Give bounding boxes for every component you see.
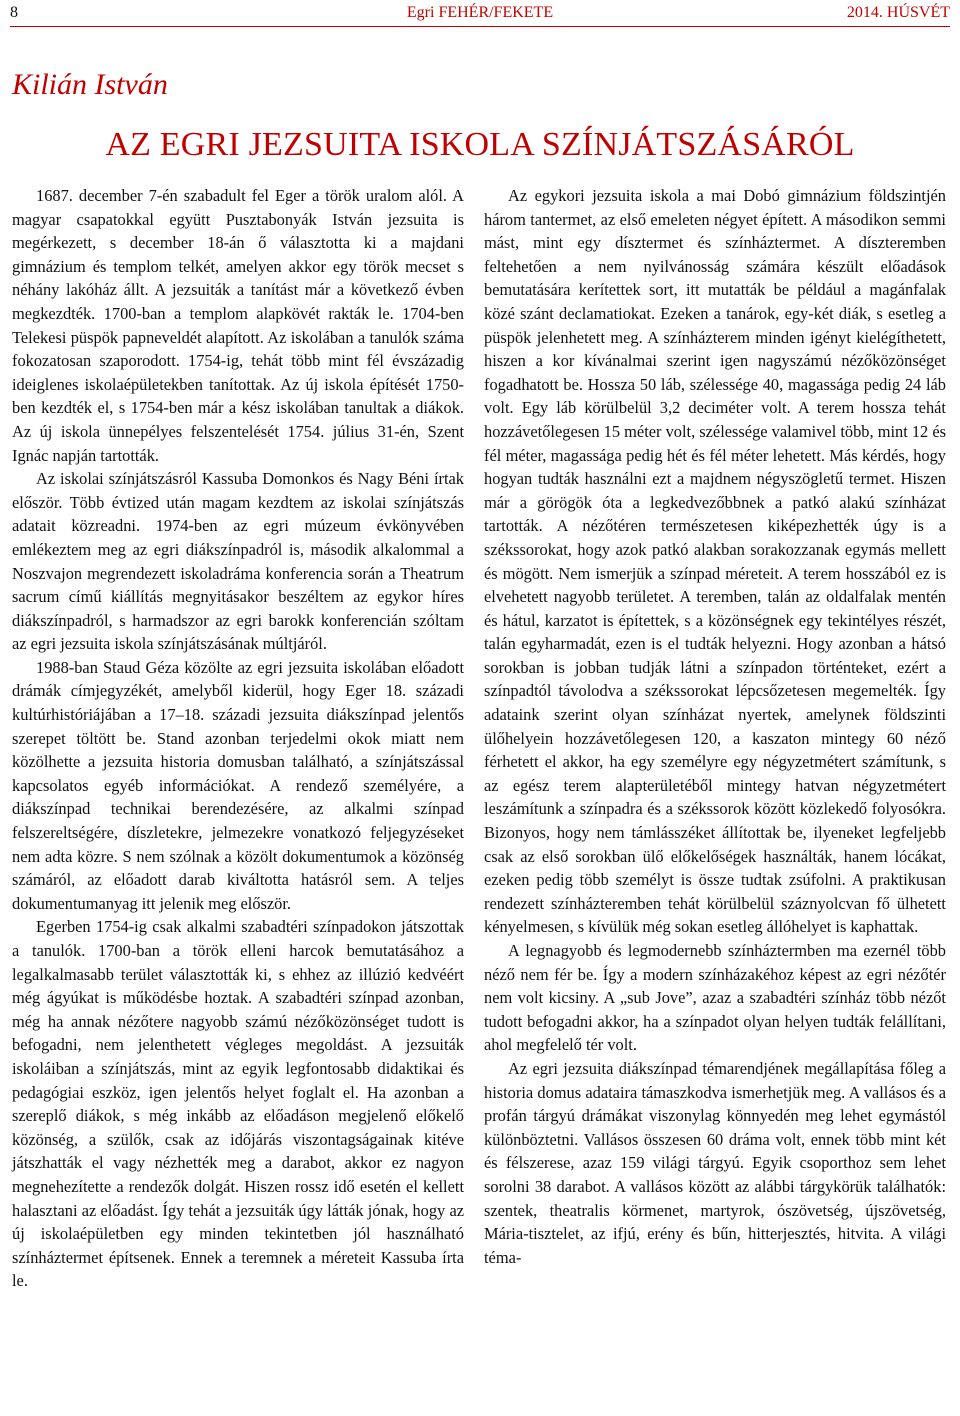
paragraph: 1988-ban Staud Géza közölte az egri jezsuita iskolában előadott drámák címjegyzékét, amelyből kiderül, hogy Eger 18. századi kultúrhistóriájában a 17–18. századi jezsuita diákszínpad jelentős szerepet töltött be. Stand azonban terjedelmi okok miatt nem közölhette a jezsuita historia domusban található, a színjátszással kapcsolatos egyéb információkat. A rendező személyére, a diákszínpad technikai berendezésére, az alkalmi színpad felszereltségére, díszletekre, jelmezekre vonatkozó feljegyzéseket nem adta közre. S nem szólnak a közölt dokumentumok a közönség számáról, az előadott darab kiváltotta hatásról sem. A teljes dokumentumanyag itt jelenik meg először. <box>12 657 464 913</box>
page-number: 8 <box>10 4 18 21</box>
paragraph: Az egri jezsuita diákszínpad témarendjének megállapítása főleg a historia domus adataira támaszkodva ismerhetjük meg. A vallásos és a profán tárgyú drámákat viszonylag könnyedén meg lehet egymástól különböztetni. Vallásos összesen 60 dráma volt, ennek több mint két és félszerese, azaz 159 világi tárgyú. Egyik csoporthoz sem lehet sorolni 38 darabot. A vallásos között az alábbi tárgykörük találhatók: szentek, theatralis körmenet, martyrok, ószövetség, újszövetség, Mária-tisztelet, az ifjú, erény és bűn, hitterjesztés, hitvita. A világi téma- <box>484 1058 946 1267</box>
running-header <box>10 2 950 27</box>
article-author: Kilián István <box>12 68 168 101</box>
paragraph: Az iskolai színjátszásról Kassuba Domonkos és Nagy Béni írtak először. Több évtized után magam kezdtem az iskolai színjátszás adatait közreadni. 1974-ben az egri múzeum évkönyvében emlékeztem meg az egri diákszínpadról is, második alkalommal a Noszvajon megrendezett iskoladráma konferencia során a Theatrum sacrum című kiállítás megnyitásakor beszéltem az egykor híres diákszínpadról, s harmadszor az egri barokk konferencián szóltam az egri jezsuita iskola színjátszásának múltjáról. <box>12 469 464 654</box>
left-column <box>12 184 464 1293</box>
paragraph: 1687. december 7-én szabadult fel Eger a török uralom alól. A magyar csapatokkal együtt Pusztabonyák István jezsuita is megérkezett, s december 18-án ő választotta ki a majdani gimnázium és templom telkét, amelyen akkor egy török mecset s néhány lakóház állt. A jezsuiták a tanítást már a következő évben megkezdték. 1700-ban a templom alapkövét rakták le. 1704-ben Telekesi püspök papneveldét alapított. Az iskolában a tanulók száma fokozatosan szaporodott. 1754-ig, tehát több mint fél évszázadig ideiglenes iskolaépületekben tanítottak. Az új iskola építését 1750-ben kezdték el, s 1754-ben már a kész iskolában tanultak a diákok. Az új iskola ünnepélyes felszentelését 1754. július 31-én, Szent Ignác napján tartották. <box>12 186 464 465</box>
paragraph: A legnagyobb és legmodernebb színháztermben ma ezernél több néző nem fér be. Így a modern színházakéhoz képest az egri nézőtér nem volt kicsiny. A „sub Jove”, azaz a szabadtéri színház több nézőt tudott befogadni akkor, ha a színpadot olyan helyen tudták felállítani, ahol megfelelő tér volt. <box>484 941 946 1055</box>
right-column <box>484 184 946 1269</box>
article-title: AZ EGRI JEZSUITA ISKOLA SZÍNJÁTSZÁSÁRÓL <box>105 126 855 163</box>
paragraph: Egerben 1754-ig csak alkalmi szabadtéri színpadokon játszottak a tanulók. 1700-ban a török elleni harcok bemutatásához a legalkalmasabb terület választották ki, s ehhez az illúzió kedvéért még ágyúkat is működésbe hoztak. A szabadtéri színpad azonban, még ha annak nézőtere nagyobb számú nézőközönséget tudott is befogadni, nem jelenthetett végleges megoldást. A jezsuiták iskoláiban a színjátszás, mint az egyik legfontosabb didaktikai és pedagógiai eszköz, igen jelentős helyet foglalt el. Ha azonban a szereplő diákok, s még inkább az előadáson megjelenő előkelő közönség, a szülők, csak az időjárás viszontagságainak kitéve játszhatták el vagy nézhették meg a darabot, akkor ez nagyon megnehezítette a rendezők dolgát. Hiszen rossz idő esetén el kellett halasztani az előadást. Így tehát a jezsuiták úgy látták jónak, hogy az új iskolaépületben egy minden tekintetben jól használható színháztermet építsenek. Ennek a teremnek a méreteit Kassuba írta le. <box>12 917 464 1291</box>
paragraph: Az egykori jezsuita iskola a mai Dobó gimnázium földszintjén három tantermet, az első emeleten négyet épített. A másodikon semmi mást, mint egy dísztermet és színháztermet. A díszteremben feltehetően a nem nyilvánosság számára készült előadások bemutatására kerítettek sort, itt mutatták be például a magánfalak közé szánt declamatiokat. Ezeken a tanárok, egy-két diák, s esetleg a püspök jelenhetett meg. A színházterem minden igényt kielégíthetett, hiszen a kor kívánalmai szerint igen nagyszámú nézőközönséget fogadhatott be. Hossza 50 láb, szélessége 40, magassága pedig 24 láb volt. Egy láb körülbelül 3,2 deciméter volt. A terem hossza tehát hozzávetőlegesen 15 méter volt, szélessége valamivel több, mint 12 és fél méter, magassága pedig hét és fél méter lehetett. Más kérdés, hogy hogyan tudták használni ezt a majdnem négyszögletű termet. Hiszen már a görögök óta a legkedvezőbbnek a patkó alakú színházat tartották. A nézőtéren természetesen kiképezhették úgy is a székssorokat, hogy azok patkó alakban sorakozzanak egymás mellett és mögött. Nem ismerjük a színpad méreteit. A terem hosszából ez is elvehetett nagyobb területet. A teremben, talán az oldalfalak mentén és hátul, karzatot is építettek, s a közönségnek egy tekintélyes részét, talán egyharmadát, ezen is el tudták helyezni. Hogy azonban a hátsó sorokban is jobban tudják látni a színpadon történteket, ezért a színpadtól távolodva a székssorokat lépcsőzetesen megemelték. Így adataink szerint olyan színházat nyertek, amelynek földszinti ülőhelyein hozzávetőlegesen 120, a kaszaton mintegy 60 néző férhetett el akkor, ha egy személyre egy négyzetmétert számítunk, s az egész terem alapterületéből mintegy hatvan négyzetmétert leszámítunk a színpadra és a székssorok között közlekedő folyosókra. Bizonyos, hogy nem támlásszéket állítottak be, ilyeneket legfeljebb csak az első sorokban ülő előkelőségek használták, hanem lócákat, ezeken pedig több személyt is össze tudtak zsúfolni. A praktikusan rendezett színházteremben tehát körülbelül száznyolcvan fő ülhetett kényelmesen, s kívülük még sokan esetleg állóhelyet is kaphattak. <box>484 186 946 937</box>
publication-name: Egri FEHÉR/FEKETE <box>406 4 554 21</box>
issue-label: 2014. HÚSVÉT <box>846 4 950 21</box>
